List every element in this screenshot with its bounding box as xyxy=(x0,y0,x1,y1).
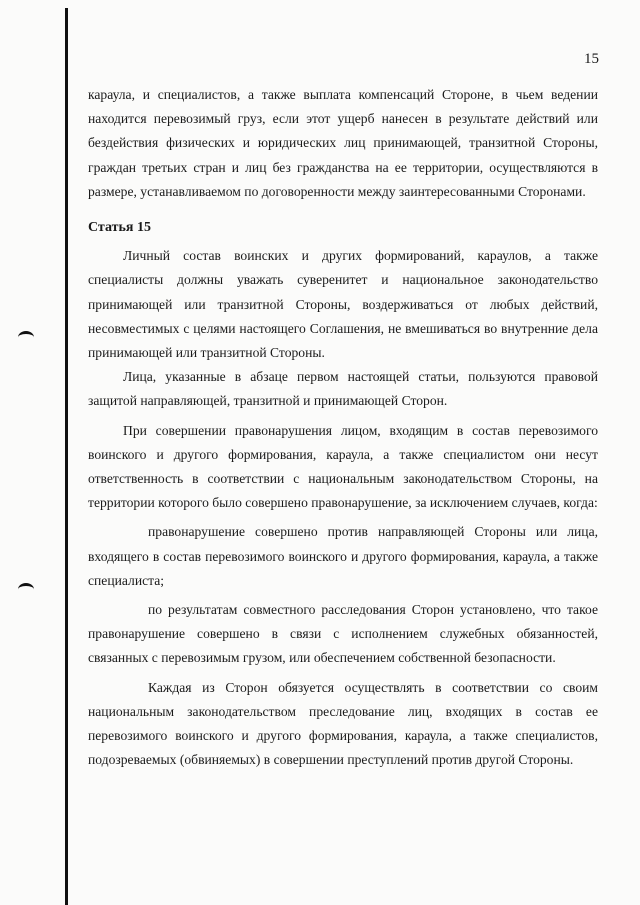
paragraph-continued: караула, и специалистов, а также выплата компенсаций Стороне, в чьем ведении находится перевозимый груз, если этот ущерб нанесен в результате действий или бездействия физических и юридических лиц принимающей, транзитной Стороны, граждан третьих стран и лиц без гражданства на ее территории, осуществляются в размере, устанавливаемом по договоренности между заинтересованными Сторонами. xyxy=(88,87,598,199)
binding-margin-line xyxy=(65,8,68,905)
paragraph: Личный состав воинских и других формирований, караулов, а также специалисты должны уважать суверенитет и национальное законодательство принимающей или транзитной Стороны, воздерживаться от любых действий, несовместимых с целями настоящего Соглашения, не вмешиваться во внутренние дела принимающей или транзитной Стороны. xyxy=(88,248,598,361)
list-item: по результатам совместного расследования Сторон установлено, что такое правонарушение совершено в связи с исполнением служебных обязанностей, связанных с перевозимым грузом, или обеспечением собственной безопасности. xyxy=(88,602,598,666)
page-number: 15 xyxy=(584,51,599,67)
list-item: правонарушение совершено против направляющей Стороны или лица, входящего в состав перевозимого воинского и другого формирования, караула, а также специалиста; xyxy=(88,524,598,588)
paragraph: Каждая из Сторон обязуется осуществлять в соответствии со своим национальным законодательством преследование лиц, входящих в состав ее перевозимого воинского и другого формирования, караула, а также специалистов, подозреваемых (обвиняемых) в совершении преступлений против другой Стороны. xyxy=(88,679,598,768)
article-heading: Статья 15 xyxy=(88,220,151,236)
paragraph: При совершении правонарушения лицом, входящим в состав перевозимого воинского и другого формирования, караула, а также специалистом они несут ответственность в соответствии с национальным законодательством Стороны, на территории которого было совершено правонарушение, за исключением случаев, когда: xyxy=(88,422,598,511)
paragraph: Лица, указанные в абзаце первом настоящей статьи, пользуются правовой защитой направляющей, транзитной и принимающей Сторон. xyxy=(88,369,598,409)
hole-punch-mark xyxy=(18,331,34,344)
document-body xyxy=(88,83,598,772)
hole-punch-mark xyxy=(18,583,34,596)
